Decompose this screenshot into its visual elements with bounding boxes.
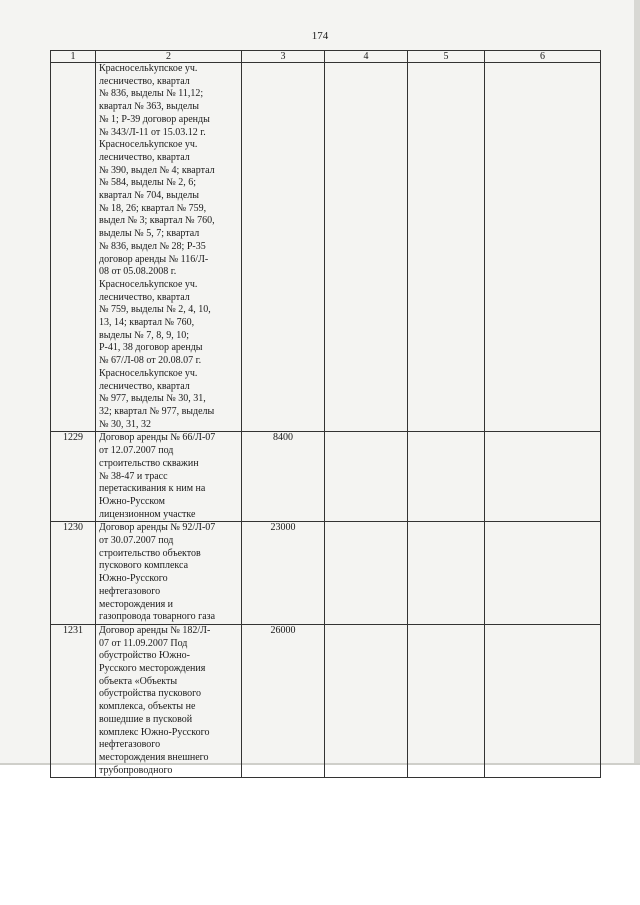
description-line: № 977, выделы № 30, 31,: [99, 393, 206, 405]
description-line: строительство объектов: [99, 547, 201, 559]
description-line: 07 от 11.09.2007 Под: [99, 637, 188, 649]
description-line: № 390, выдел № 4; квартал: [99, 164, 215, 176]
description-cell: [96, 432, 242, 522]
description-line: 08 от 05.08.2008 г.: [99, 266, 177, 278]
scan-edge-shadow: [634, 0, 640, 765]
description-line: выдел № 3; квартал № 760,: [99, 215, 215, 227]
table-row: [51, 624, 601, 777]
description-line: 13, 14; квартал № 760,: [99, 317, 195, 329]
column-5-cell: [408, 522, 485, 625]
column-4-cell: [325, 432, 408, 522]
column-4-cell: [325, 522, 408, 625]
description-line: выделы № 5, 7; квартал: [99, 228, 200, 240]
description-line: Южно-Русского: [99, 573, 168, 585]
description-line: Договор аренды № 66/Л-07: [99, 432, 216, 444]
description-line: трубопроводного: [99, 764, 173, 776]
column-5-cell: [408, 432, 485, 522]
description-cell: [96, 624, 242, 777]
description-line: комплекс Южно-Русского: [99, 726, 210, 738]
column-header: 2: [96, 51, 242, 63]
description-line: перетаскивания к ним на: [99, 483, 206, 495]
column-header: 1: [51, 51, 96, 63]
column-header: 6: [485, 51, 601, 63]
column-4-cell: [325, 63, 408, 432]
amount-cell: 8400: [242, 432, 325, 522]
description-line: комплекса, объекты не: [99, 701, 196, 713]
description-line: № 18, 26; квартал № 759,: [99, 202, 207, 214]
description-line: от 12.07.2007 под: [99, 445, 174, 457]
description-line: лицензионном участке: [99, 508, 196, 520]
description-line: 32; квартал № 977, выделы: [99, 405, 215, 417]
table-row: [51, 63, 601, 432]
row-number-cell: 1231: [51, 624, 96, 777]
description-line: Красносельkупское уч.: [99, 139, 198, 151]
row-number-cell: 1229: [51, 432, 96, 522]
description-line: обустройства пускового: [99, 688, 201, 700]
description-line: Русского месторождения: [99, 663, 206, 675]
description-line: лесничество, квартал: [99, 151, 190, 163]
description-line: строительство скважин: [99, 457, 199, 469]
description-line: № 343/Л-11 от 15.03.12 г.: [99, 126, 206, 138]
description-line: квартал № 363, выделы: [99, 101, 199, 113]
description-line: договор аренды № 116/Л-: [99, 253, 209, 265]
amount-cell: [242, 63, 325, 432]
column-6-cell: [485, 624, 601, 777]
column-header: 3: [242, 51, 325, 63]
description-line: Р-41, 38 договор аренды: [99, 342, 203, 354]
table-row: [51, 522, 601, 625]
row-number-cell: [51, 63, 96, 432]
description-line: Красносельkупское уч.: [99, 278, 198, 290]
amount-cell: 23000: [242, 522, 325, 625]
table-header-row: [51, 51, 601, 63]
description-line: от 30.07.2007 под: [99, 535, 174, 547]
column-header: 5: [408, 51, 485, 63]
description-line: № 1; Р-39 договор аренды: [99, 113, 210, 125]
amount-cell: 26000: [242, 624, 325, 777]
column-6-cell: [485, 432, 601, 522]
description-line: № 38-47 и трасс: [99, 470, 168, 482]
description-line: пускового комплекса: [99, 560, 189, 572]
description-line: № 584, выделы № 2, 6;: [99, 177, 197, 189]
description-line: газопровода товарного газа: [99, 611, 216, 623]
description-line: обустройство Южно-: [99, 650, 190, 662]
description-line: нефтегазового: [99, 739, 161, 751]
description-line: Договор аренды № 92/Л-07: [99, 522, 216, 534]
description-line: месторождения внешнего: [99, 751, 209, 763]
description-cell: [96, 63, 242, 432]
description-line: № 759, выделы № 2, 4, 10,: [99, 304, 211, 316]
row-number-cell: 1230: [51, 522, 96, 625]
column-5-cell: [408, 63, 485, 432]
column-5-cell: [408, 624, 485, 777]
description-cell: [96, 522, 242, 625]
description-line: Красносельkупское уч.: [99, 367, 198, 379]
column-6-cell: [485, 522, 601, 625]
column-4-cell: [325, 624, 408, 777]
column-header: 4: [325, 51, 408, 63]
description-line: № 836, выдел № 28; Р-35: [99, 240, 206, 252]
description-line: Красносельkупское уч.: [99, 63, 198, 74]
description-line: лесничество, квартал: [99, 380, 190, 392]
description-line: № 30, 31, 32: [99, 418, 152, 430]
column-6-cell: [485, 63, 601, 432]
page-number: 174: [311, 30, 329, 42]
description-line: лесничество, квартал: [99, 75, 190, 87]
description-line: объекта «Объекты: [99, 675, 178, 687]
register-table: [50, 50, 601, 778]
description-line: квартал № 704, выделы: [99, 190, 199, 202]
description-line: выделы № 7, 8, 9, 10;: [99, 329, 189, 341]
description-line: месторождения и: [99, 598, 174, 610]
description-line: Южно-Русском: [99, 495, 165, 507]
description-line: нефтегазового: [99, 585, 161, 597]
description-line: Договор аренды № 182/Л-: [99, 624, 211, 636]
description-line: лесничество, квартал: [99, 291, 190, 303]
table-row: [51, 432, 601, 522]
description-line: вошедшие в пусковой: [99, 713, 193, 725]
description-line: № 67/Л-08 от 20.08.07 г.: [99, 355, 202, 367]
description-line: № 836, выделы № 11,12;: [99, 88, 204, 100]
